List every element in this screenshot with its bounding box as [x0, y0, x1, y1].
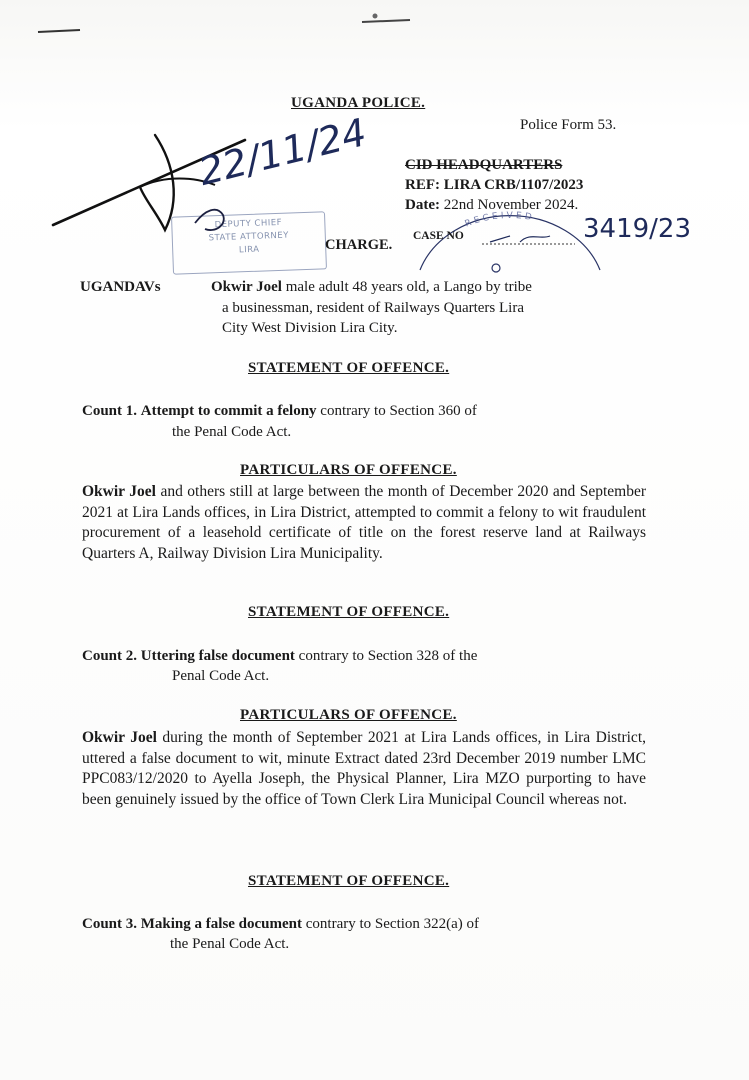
date-value: 22nd November 2024. — [443, 197, 579, 213]
particulars-1-name: Okwir Joel — [82, 483, 156, 500]
count-2-offence: Uttering false document — [140, 648, 295, 664]
particulars-1-text: and others still at large between the month of December 2020 and September 2021 at Lira Lands offices, in Lira District, attempted to commit a felony to wit fraudulent procurement of a leasehold certificate of title on the forest reserve land at Railways Quarters A, Railway Division Lira Municipality. — [82, 483, 647, 562]
count-3-line-2: the Penal Code Act. — [170, 936, 290, 952]
handwritten-case-number: 3419/23 — [583, 214, 692, 244]
stamp-line-3: LIRA — [238, 244, 260, 256]
received-stamp-arc — [410, 170, 610, 280]
case-no-dotted-line — [480, 232, 580, 248]
particulars-2-name: Okwir Joel — [82, 729, 157, 746]
count-2-line-1 — [82, 646, 477, 666]
accused-label: UGANDAVs — [80, 279, 161, 295]
accused-line-2: a businessman, resident of Railways Quarters Lira — [222, 300, 524, 316]
particulars-heading-1: PARTICULARS OF OFFENCE. — [240, 462, 457, 478]
stamp-line-2: STATE ATTORNEY — [208, 230, 290, 244]
case-no-label — [413, 230, 464, 242]
count-3-line-1 — [82, 914, 479, 934]
count-2-line-2: Penal Code Act. — [172, 668, 270, 684]
count-3-rest: contrary to Section 322(a) of — [305, 916, 480, 932]
charge-label: CHARGE. — [325, 237, 393, 253]
accused-name: Okwir Joel — [211, 279, 282, 295]
form-number: Police Form 53. — [520, 117, 617, 133]
particulars-heading-2: PARTICULARS OF OFFENCE. — [240, 707, 457, 723]
particulars-1 — [82, 482, 646, 564]
reference-number: REF: LIRA CRB/1107/2023 — [405, 177, 584, 193]
scan-marks — [0, 0, 749, 60]
statement-heading-1: STATEMENT OF OFFENCE. — [248, 360, 450, 376]
count-3-offence: Making a false document — [140, 916, 303, 932]
org-title: UGANDA POLICE. — [291, 95, 426, 111]
statement-heading-3: STATEMENT OF OFFENCE. — [248, 873, 450, 889]
cid-headquarters: CID HEADQUARTERS — [405, 157, 563, 173]
accused-line-1 — [211, 277, 532, 297]
count-1-offence: Attempt to commit a felony — [140, 403, 317, 419]
date-label: Date: — [405, 197, 440, 213]
count-1-line-1 — [82, 401, 477, 421]
particulars-2-text: during the month of September 2021 at Lira Lands offices, in Lira District, uttered a false document to wit, minute Extract dated 23rd December 2019 number LMC PPC083/12/2020 to Ayella Joseph, the Physical Planner, Lira MZO purporting to have been genuinely issued by the office of Town Clerk Lira Municipal Council whereas not. — [82, 729, 646, 808]
particulars-2 — [82, 728, 646, 810]
count-1-line-2: the Penal Code Act. — [172, 424, 292, 440]
handwritten-date: 22/11/24 — [194, 110, 371, 194]
count-2-label: Count 2. — [82, 648, 138, 664]
accused-line-3: City West Division Lira City. — [222, 320, 398, 336]
case-no-text: CASE NO — [413, 230, 464, 242]
accused-description: male adult 48 years old, a Lango by tribe — [285, 279, 532, 295]
stamp-line-1: DEPUTY CHIEF — [214, 217, 283, 231]
count-2-rest: contrary to Section 328 of the — [298, 648, 478, 664]
stamp-arc-text: RECEIVED — [463, 210, 536, 230]
statement-heading-2: STATEMENT OF OFFENCE. — [248, 604, 450, 620]
count-3-label: Count 3. — [82, 916, 138, 932]
count-1-rest: contrary to Section 360 of — [320, 403, 477, 419]
count-1-label: Count 1. — [82, 403, 138, 419]
